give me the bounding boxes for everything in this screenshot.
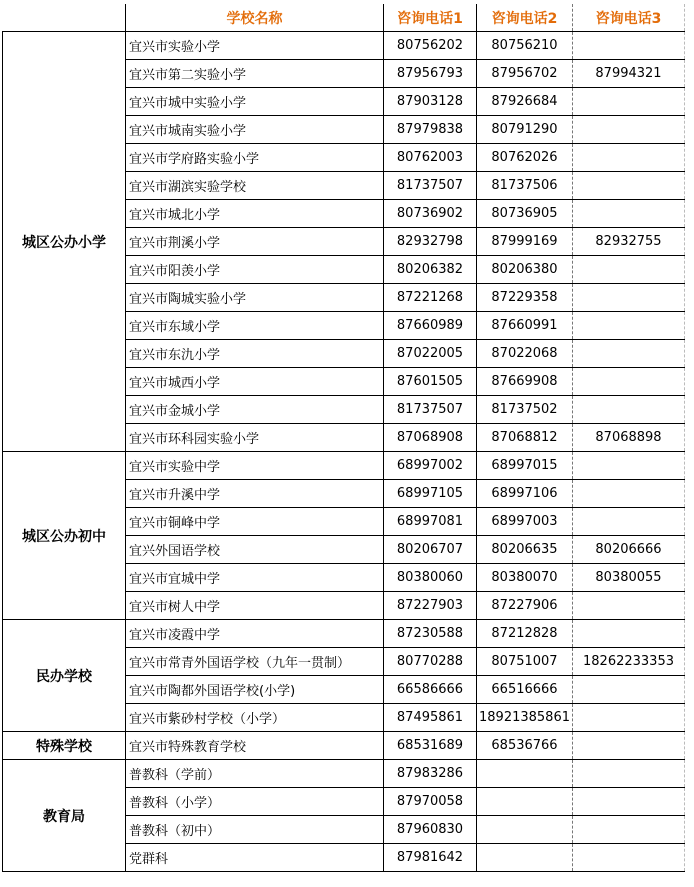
school-name-cell: 宜兴市陶都外国语学校(小学): [126, 676, 384, 704]
school-name-cell: 宜兴市城北小学: [126, 200, 384, 228]
phone-3-cell: 80206666: [573, 536, 685, 564]
phone-1-cell: 87022005: [384, 340, 477, 368]
phone-3-cell: [573, 760, 685, 788]
header-school-name: 学校名称: [126, 4, 384, 32]
category-cell: 教育局: [3, 760, 126, 872]
school-name-cell: 宜兴市东氿小学: [126, 340, 384, 368]
phone-2-cell: 18921385861: [477, 704, 573, 732]
phone-3-cell: [573, 844, 685, 872]
phone-3-cell: [573, 396, 685, 424]
phone-3-cell: [573, 704, 685, 732]
category-cell: 特殊学校: [3, 732, 126, 760]
phone-2-cell: 87956702: [477, 60, 573, 88]
phone-2-cell: 68997015: [477, 452, 573, 480]
phone-1-cell: 87981642: [384, 844, 477, 872]
phone-2-cell: 80791290: [477, 116, 573, 144]
phone-1-cell: 82932798: [384, 228, 477, 256]
phone-2-cell: 81737506: [477, 172, 573, 200]
phone-1-cell: 87227903: [384, 592, 477, 620]
phone-3-cell: [573, 256, 685, 284]
header-row: [3, 4, 685, 32]
school-name-cell: 宜兴市常青外国语学校（九年一贯制）: [126, 648, 384, 676]
phone-1-cell: 80206707: [384, 536, 477, 564]
table-row: [3, 732, 685, 760]
phone-2-cell: 68997003: [477, 508, 573, 536]
phone-2-cell: 80380070: [477, 564, 573, 592]
phone-3-cell: [573, 620, 685, 648]
phone-3-cell: [573, 592, 685, 620]
phone-1-cell: 87601505: [384, 368, 477, 396]
phone-3-cell: [573, 200, 685, 228]
phone-1-cell: 87983286: [384, 760, 477, 788]
phone-2-cell: 81737502: [477, 396, 573, 424]
phone-3-cell: 87994321: [573, 60, 685, 88]
phone-2-cell: 87669908: [477, 368, 573, 396]
school-name-cell: 宜兴市荆溪小学: [126, 228, 384, 256]
phone-1-cell: 87979838: [384, 116, 477, 144]
phone-3-cell: [573, 32, 685, 60]
phone-1-cell: 80206382: [384, 256, 477, 284]
phone-2-cell: 87068812: [477, 424, 573, 452]
phone-3-cell: [573, 144, 685, 172]
phone-2-cell: 80751007: [477, 648, 573, 676]
school-name-cell: 党群科: [126, 844, 384, 872]
phone-3-cell: 18262233353: [573, 648, 685, 676]
phone-2-cell: 87229358: [477, 284, 573, 312]
phone-1-cell: 80762003: [384, 144, 477, 172]
school-name-cell: 宜兴市陶城实验小学: [126, 284, 384, 312]
phone-2-cell: 80206635: [477, 536, 573, 564]
phone-3-cell: [573, 368, 685, 396]
phone-2-cell: 87022068: [477, 340, 573, 368]
school-name-cell: 宜兴市第二实验小学: [126, 60, 384, 88]
phone-1-cell: 80770288: [384, 648, 477, 676]
school-name-cell: 宜兴市升溪中学: [126, 480, 384, 508]
phone-1-cell: 87221268: [384, 284, 477, 312]
phone-3-cell: [573, 88, 685, 116]
school-name-cell: 宜兴市城中实验小学: [126, 88, 384, 116]
category-cell: 城区公办小学: [3, 32, 126, 452]
phone-3-cell: [573, 452, 685, 480]
school-name-cell: 宜兴市树人中学: [126, 592, 384, 620]
phone-1-cell: 68997002: [384, 452, 477, 480]
school-name-cell: 宜兴市凌霞中学: [126, 620, 384, 648]
school-name-cell: 宜兴市环科园实验小学: [126, 424, 384, 452]
phone-3-cell: [573, 788, 685, 816]
school-name-cell: 普教科（初中）: [126, 816, 384, 844]
phone-1-cell: 87970058: [384, 788, 477, 816]
phone-1-cell: 87230588: [384, 620, 477, 648]
school-name-cell: 宜兴市阳羡小学: [126, 256, 384, 284]
phone-3-cell: [573, 732, 685, 760]
phone-2-cell: [477, 788, 573, 816]
school-name-cell: 宜兴市实验中学: [126, 452, 384, 480]
school-name-cell: 宜兴市紫砂村学校（小学）: [126, 704, 384, 732]
phone-3-cell: [573, 284, 685, 312]
phone-2-cell: [477, 816, 573, 844]
phone-2-cell: [477, 760, 573, 788]
phone-3-cell: 87068898: [573, 424, 685, 452]
phone-2-cell: 87212828: [477, 620, 573, 648]
school-name-cell: 宜兴市城南实验小学: [126, 116, 384, 144]
header-phone-3: 咨询电话3: [573, 4, 685, 32]
phone-3-cell: 82932755: [573, 228, 685, 256]
phone-1-cell: 80736902: [384, 200, 477, 228]
phone-3-cell: [573, 312, 685, 340]
phone-1-cell: 81737507: [384, 172, 477, 200]
phone-1-cell: 81737507: [384, 396, 477, 424]
school-name-cell: 宜兴外国语学校: [126, 536, 384, 564]
phone-1-cell: 68997105: [384, 480, 477, 508]
phone-2-cell: 87999169: [477, 228, 573, 256]
phone-1-cell: 87495861: [384, 704, 477, 732]
phone-3-cell: [573, 172, 685, 200]
school-name-cell: 宜兴市特殊教育学校: [126, 732, 384, 760]
category-cell: 民办学校: [3, 620, 126, 732]
category-cell: 城区公办初中: [3, 452, 126, 620]
phone-2-cell: 80762026: [477, 144, 573, 172]
phone-2-cell: 87227906: [477, 592, 573, 620]
phone-3-cell: [573, 816, 685, 844]
phone-3-cell: 80380055: [573, 564, 685, 592]
school-name-cell: 宜兴市实验小学: [126, 32, 384, 60]
phone-1-cell: 87660989: [384, 312, 477, 340]
phone-2-cell: 66516666: [477, 676, 573, 704]
phone-2-cell: 87660991: [477, 312, 573, 340]
phone-2-cell: 80736905: [477, 200, 573, 228]
header-blank: [3, 4, 126, 32]
header-phone-2: 咨询电话2: [477, 4, 573, 32]
phone-1-cell: 87068908: [384, 424, 477, 452]
phone-2-cell: 68997106: [477, 480, 573, 508]
contact-table: [2, 4, 685, 872]
school-name-cell: 宜兴市东域小学: [126, 312, 384, 340]
header-phone-1: 咨询电话1: [384, 4, 477, 32]
phone-3-cell: [573, 116, 685, 144]
table-row: [3, 452, 685, 480]
phone-3-cell: [573, 508, 685, 536]
phone-1-cell: 68531689: [384, 732, 477, 760]
phone-2-cell: 80756210: [477, 32, 573, 60]
school-name-cell: 宜兴市宜城中学: [126, 564, 384, 592]
table-body: [3, 32, 685, 872]
phone-1-cell: 80756202: [384, 32, 477, 60]
phone-1-cell: 80380060: [384, 564, 477, 592]
phone-1-cell: 87960830: [384, 816, 477, 844]
school-name-cell: 宜兴市铜峰中学: [126, 508, 384, 536]
phone-2-cell: 80206380: [477, 256, 573, 284]
school-name-cell: 普教科（小学）: [126, 788, 384, 816]
school-name-cell: 宜兴市城西小学: [126, 368, 384, 396]
phone-2-cell: [477, 844, 573, 872]
table-row: [3, 620, 685, 648]
phone-3-cell: [573, 676, 685, 704]
table-row: [3, 760, 685, 788]
school-name-cell: 宜兴市学府路实验小学: [126, 144, 384, 172]
phone-3-cell: [573, 340, 685, 368]
phone-1-cell: 68997081: [384, 508, 477, 536]
phone-1-cell: 87903128: [384, 88, 477, 116]
phone-2-cell: 87926684: [477, 88, 573, 116]
phone-2-cell: 68536766: [477, 732, 573, 760]
table-row: [3, 32, 685, 60]
school-name-cell: 宜兴市湖滨实验学校: [126, 172, 384, 200]
phone-1-cell: 66586666: [384, 676, 477, 704]
school-name-cell: 普教科（学前）: [126, 760, 384, 788]
phone-1-cell: 87956793: [384, 60, 477, 88]
phone-3-cell: [573, 480, 685, 508]
school-name-cell: 宜兴市金城小学: [126, 396, 384, 424]
